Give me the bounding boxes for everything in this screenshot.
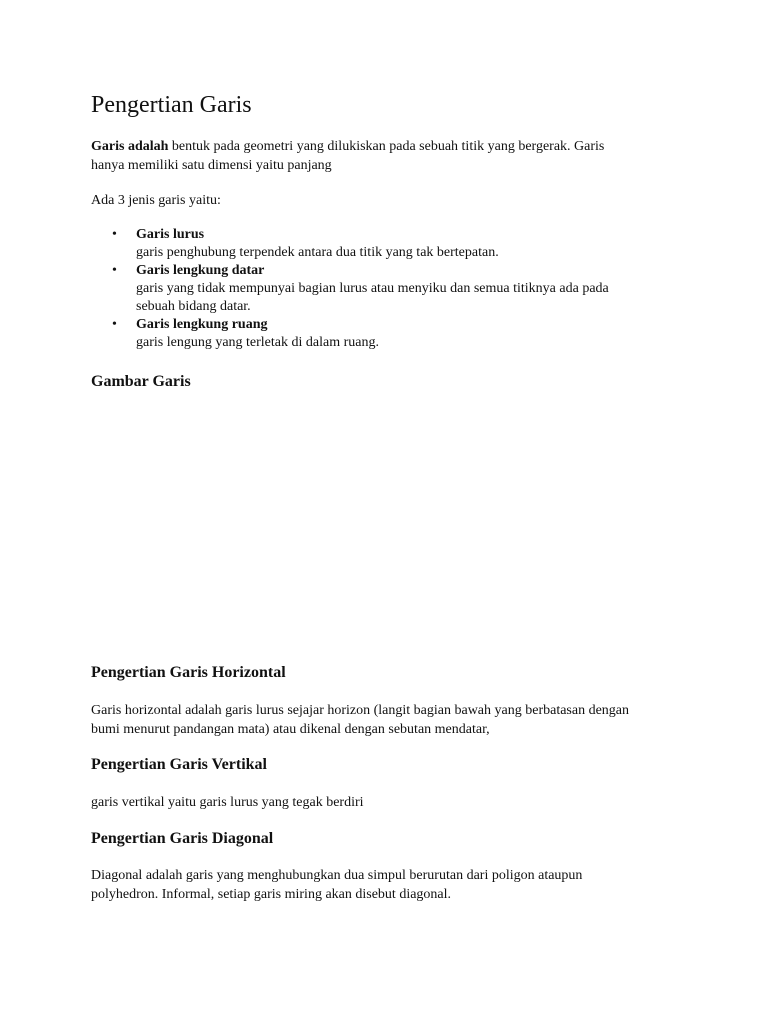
list-item bbox=[91, 262, 656, 316]
intro-line1-text: bentuk pada geometri yang dilukiskan pada sebuah titik yang bergerak. Garis bbox=[168, 139, 605, 154]
bullet-icon: • bbox=[112, 317, 117, 332]
list-item bbox=[91, 226, 656, 262]
horizontal-line1: Garis horizontal adalah garis lurus sejajar horizon (langit bagian bawah yang berbatasan dengan bbox=[91, 703, 630, 718]
diagonal-heading: Pengertian Garis Diagonal bbox=[91, 830, 274, 847]
line-types-list bbox=[91, 226, 691, 352]
list-item-term: Garis lengkung datar bbox=[136, 263, 265, 278]
list-item-desc: garis penghubung terpendek antara dua titik yang tak bertepatan. bbox=[136, 245, 499, 260]
vertikal-paragraph: garis vertikal yaitu garis lurus yang tegak berdiri bbox=[91, 795, 364, 810]
intro-bold-term: Garis adalah bbox=[91, 139, 169, 154]
vertikal-heading: Pengertian Garis Vertikal bbox=[91, 756, 267, 773]
list-item-term: Garis lengkung ruang bbox=[136, 317, 268, 332]
bullet-icon: • bbox=[112, 227, 117, 242]
list-item bbox=[91, 316, 656, 352]
diagonal-paragraph bbox=[91, 866, 681, 904]
list-item-desc-line1: garis yang tidak mempunyai bagian lurus atau menyiku dan semua titiknya ada pada bbox=[136, 281, 609, 296]
gambar-garis-heading: Gambar Garis bbox=[91, 373, 191, 390]
horizontal-heading: Pengertian Garis Horizontal bbox=[91, 664, 286, 681]
diagonal-line2: polyhedron. Informal, setiap garis miring akan disebut diagonal. bbox=[91, 887, 452, 902]
horizontal-paragraph bbox=[91, 701, 681, 739]
intro-line2-text: hanya memiliki satu dimensi yaitu panjang bbox=[91, 158, 332, 173]
bullet-icon: • bbox=[112, 263, 117, 278]
types-intro: Ada 3 jenis garis yaitu: bbox=[91, 193, 221, 208]
list-item-term: Garis lurus bbox=[136, 227, 205, 242]
page-title: Pengertian Garis bbox=[91, 92, 252, 118]
horizontal-line2: bumi menurut pandangan mata) atau dikenal dengan sebutan mendatar, bbox=[91, 722, 490, 737]
intro-paragraph bbox=[91, 137, 681, 175]
list-item-desc: garis lengung yang terletak di dalam ruang. bbox=[136, 335, 379, 350]
blank-image-area bbox=[91, 405, 681, 645]
diagonal-line1: Diagonal adalah garis yang menghubungkan dua simpul berurutan dari poligon ataupun bbox=[91, 868, 583, 883]
list-item-desc-line2: sebuah bidang datar. bbox=[136, 299, 251, 314]
